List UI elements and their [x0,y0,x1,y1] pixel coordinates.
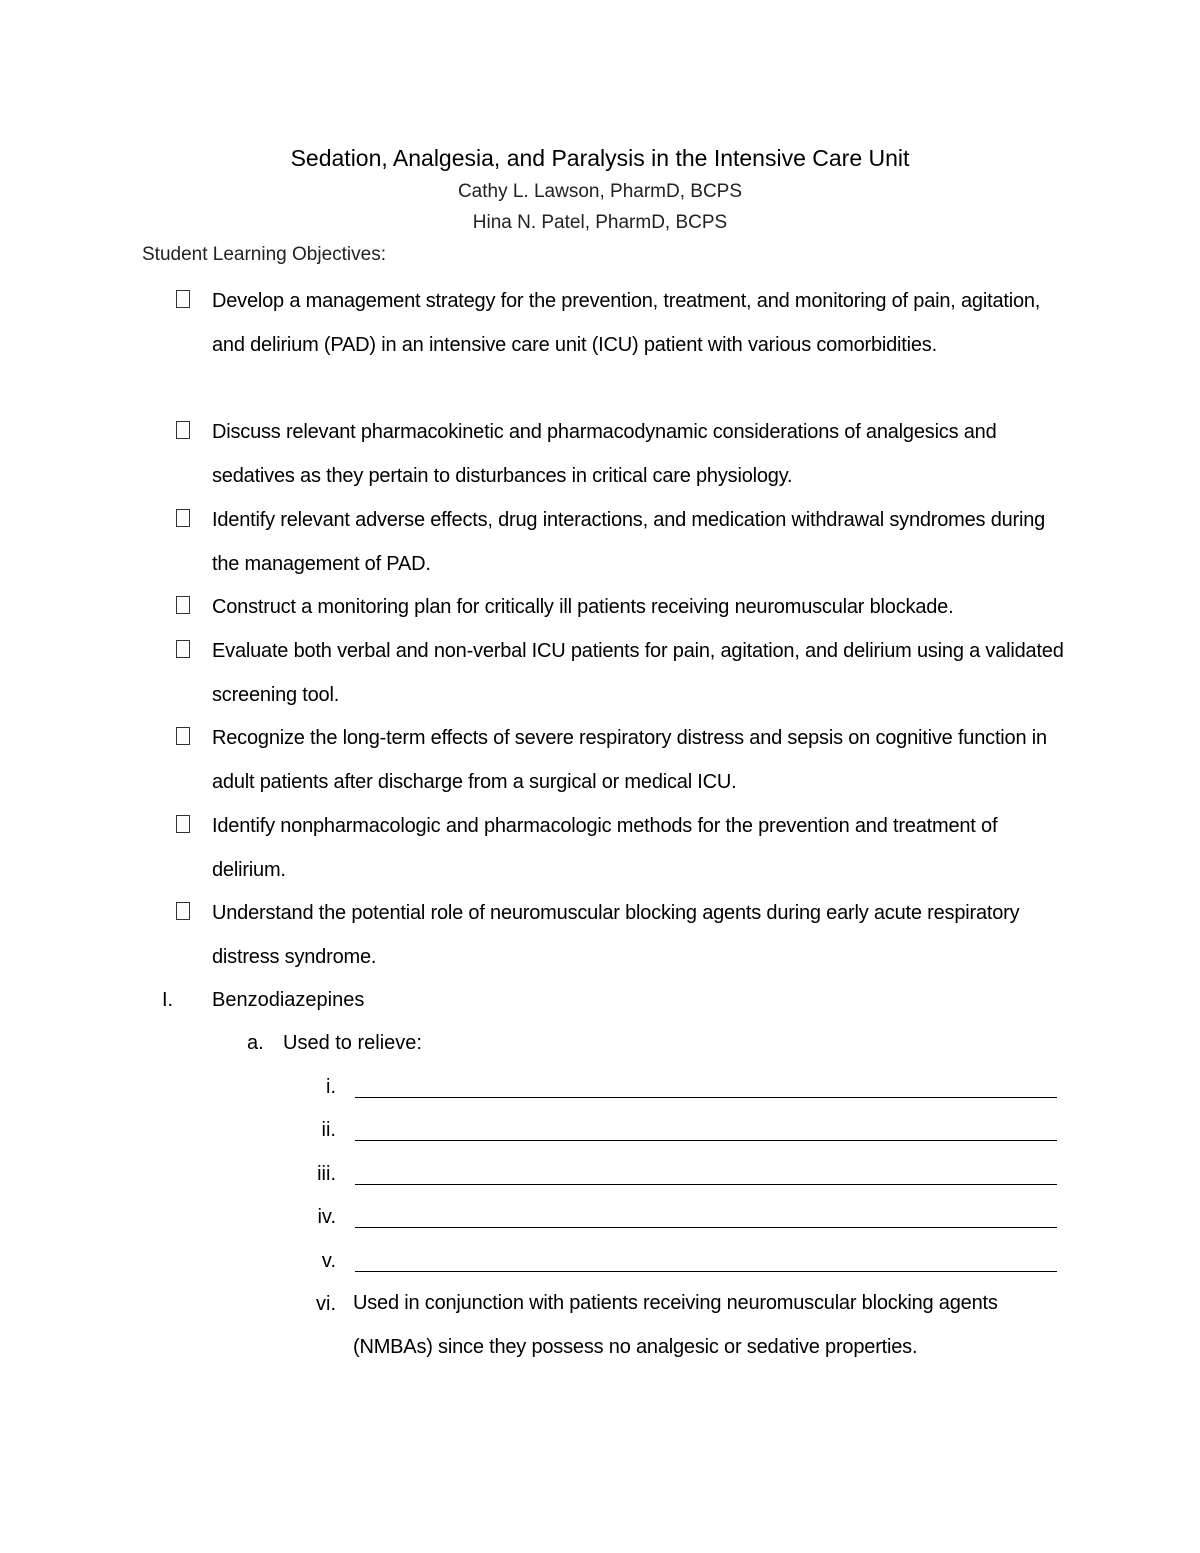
list-item [0,1245,1200,1281]
bullet-box-icon [176,596,190,614]
bullet-box-icon [176,640,190,658]
list-item-number: ii. [321,1119,336,1141]
document-title: Sedation, Analgesia, and Paralysis in the Intensive Care Unit [290,145,910,171]
list-item-number: vi. [316,1293,336,1315]
fill-in-blank-line[interactable] [355,1227,1057,1228]
bullet-box-icon [176,727,190,745]
author-1: Cathy L. Lawson, PharmD, BCPS [457,181,743,202]
objective-text: Identify relevant adverse effects, drug interactions, and medication withdrawal syndromes during the management of PAD. [212,509,1046,575]
list-item-number: iv. [317,1206,336,1228]
list-item [0,1282,1200,1372]
list-item [0,1114,1200,1150]
list-item-number: v. [321,1250,336,1272]
fill-in-blank-line[interactable] [355,1140,1057,1141]
bullet-box-icon [176,509,190,527]
bullet-box-icon [176,290,190,308]
objective-text: Develop a management strategy for the prevention, treatment, and monitoring of pain, agitation, and delirium (PAD) in an intensive care unit (ICU) patient with various comorbidities. [212,290,1041,356]
objective-text: Evaluate both verbal and non-verbal ICU patients for pain, agitation, and delirium using a validated screening tool. [212,640,1064,706]
objective-text: Identify nonpharmacologic and pharmacologic methods for the prevention and treatment of delirium. [212,815,998,881]
fill-in-blank-line[interactable] [355,1097,1057,1098]
list-item-number: i. [326,1076,336,1098]
fill-in-blank-line[interactable] [355,1184,1057,1185]
fill-in-blank-line[interactable] [355,1271,1057,1272]
objective-text: Discuss relevant pharmacokinetic and pharmacodynamic considerations of analgesics and sedatives as they pertain to disturbances in critical care physiology. [212,421,997,487]
subsection-title: Used to relieve: [283,1032,422,1054]
author-2: Hina N. Patel, PharmD, BCPS [472,212,728,233]
list-item-number: iii. [317,1163,336,1185]
bullet-box-icon [176,421,190,439]
objectives-heading: Student Learning Objectives: [142,244,386,265]
list-item [0,1158,1200,1194]
section-number: I. [162,989,174,1011]
objective-text: Construct a monitoring plan for critically ill patients receiving neuromuscular blockade. [212,596,954,618]
list-item [0,1201,1200,1237]
list-item-text: Used in conjunction with patients receiving neuromuscular blocking agents (NMBAs) since they possess no analgesic or sedative properties. [353,1292,998,1358]
objective-text: Understand the potential role of neuromuscular blocking agents during early acute respiratory distress syndrome. [212,902,1020,968]
bullet-box-icon [176,815,190,833]
subsection-letter: a. [247,1032,264,1054]
section-title: Benzodiazepines [212,989,365,1011]
objective-text: Recognize the long-term effects of severe respiratory distress and sepsis on cognitive function in adult patients after discharge from a surgical or medical ICU. [212,727,1047,793]
bullet-box-icon [176,902,190,920]
list-item [0,1071,1200,1107]
